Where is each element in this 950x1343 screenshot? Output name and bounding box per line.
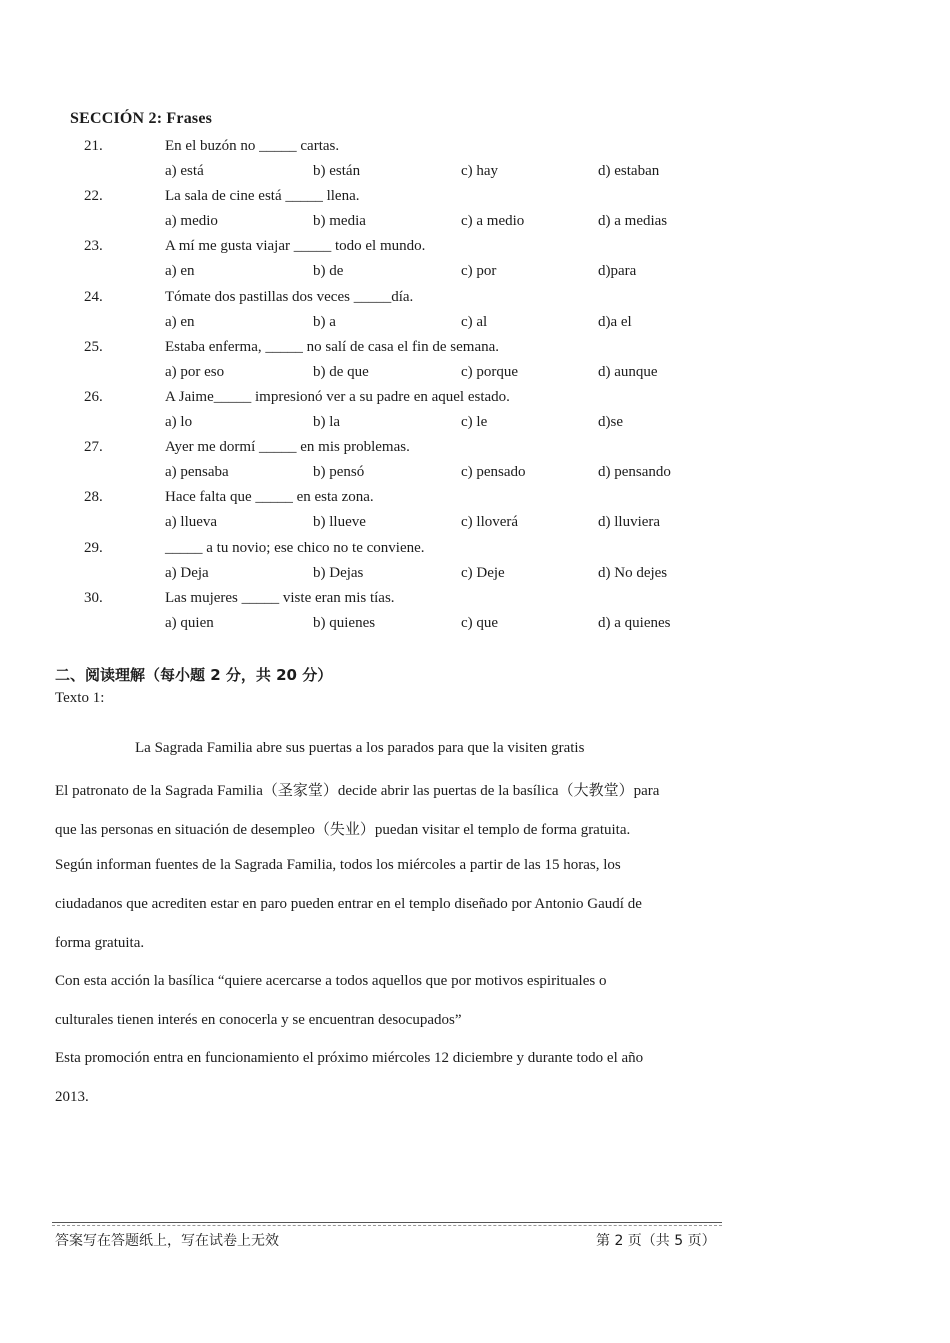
option-a: a) está	[165, 163, 204, 179]
article-line: Esta promoción entra en funcionamiento el próximo miércoles 12 diciembre y durante todo el año	[55, 1050, 644, 1066]
option-c: c) a medio	[461, 213, 525, 230]
question-number: 30.	[84, 589, 103, 606]
option-d: d) estaban	[598, 163, 660, 179]
option-c: c) por	[461, 263, 497, 280]
section-title: SECCIÓN 2: Frases	[70, 110, 213, 127]
question-stem: Las mujeres _____ viste eran mis tías.	[165, 589, 395, 606]
option-b: b) llueve	[313, 514, 366, 531]
question-stem: Ayer me dormí _____ en mis problemas.	[165, 439, 410, 456]
article-line: Con esta acción la basílica “quiere acercarse a todos aquellos que por motivos espirituales o	[55, 973, 607, 989]
question-number: 23.	[84, 238, 103, 255]
option-a: a) lo	[165, 413, 193, 430]
option-b: b) media	[313, 213, 366, 230]
footer-divider-dashed	[52, 1225, 722, 1226]
question-item	[0, 385, 950, 435]
option-b: b) de que	[313, 363, 369, 380]
question-item	[0, 184, 950, 234]
question-number: 22.	[84, 188, 103, 205]
option-a: a) pensaba	[165, 464, 229, 481]
option-d: d)se	[598, 413, 623, 430]
question-stem: A Jaime_____ impresionó ver a su padre en aquel estado.	[165, 388, 510, 405]
option-a: a) por eso	[165, 363, 225, 380]
option-d: d) a medias	[598, 213, 668, 230]
question-number: 27.	[84, 439, 103, 456]
option-c: c) Deje	[461, 564, 505, 581]
option-c: c) que	[461, 614, 499, 631]
article-line: 2013.	[55, 1089, 89, 1105]
option-b: b) pensó	[313, 464, 365, 481]
option-c: c) lloverá	[461, 514, 519, 531]
question-number: 29.	[84, 539, 103, 556]
article-line: que las personas en situación de desempleo（失业）puedan visitar el templo de forma gratuita.	[55, 822, 631, 838]
question-number: 25.	[84, 338, 103, 355]
question-stem: En el buzón no _____ cartas.	[165, 138, 340, 154]
option-d: d) lluviera	[598, 514, 661, 531]
option-a: a) llueva	[165, 514, 218, 531]
question-stem: La sala de cine está _____ llena.	[165, 188, 360, 205]
option-a: a) Deja	[165, 564, 209, 581]
option-c: c) porque	[461, 363, 519, 380]
question-number: 21.	[84, 138, 103, 154]
reading-part-title: 二、阅读理解（每小题 2 分，共 20 分）	[55, 666, 333, 684]
option-b: b) Dejas	[313, 564, 364, 581]
option-a: a) en	[165, 263, 195, 280]
option-c: c) le	[461, 413, 488, 430]
footer-divider	[52, 1222, 722, 1223]
article-line: Según informan fuentes de la Sagrada Familia, todos los miércoles a partir de las 15 horas, los	[55, 857, 621, 873]
article-line: ciudadanos que acrediten estar en paro pueden entrar en el templo diseñado por Antonio Gaudí de	[55, 896, 642, 912]
option-b: b) la	[313, 413, 341, 430]
option-c: c) al	[461, 313, 488, 330]
option-c: c) hay	[461, 163, 499, 179]
option-a: a) medio	[165, 213, 218, 230]
question-number: 26.	[84, 388, 103, 405]
option-b: b) a	[313, 313, 336, 330]
article-line: culturales tienen interés en conocerla y se encuentran desocupados”	[55, 1012, 462, 1028]
option-d: d)para	[598, 263, 637, 280]
question-stem: _____ a tu novio; ese chico no te conviene.	[165, 539, 425, 556]
question-item	[0, 234, 950, 284]
question-item	[0, 285, 950, 335]
option-d: d) a quienes	[598, 614, 671, 631]
option-d: d) aunque	[598, 363, 658, 380]
question-number: 28.	[84, 489, 103, 506]
option-a: a) en	[165, 313, 195, 330]
question-item	[0, 586, 950, 636]
page-number: 第 2 页（共 5 页）	[596, 1233, 716, 1249]
texto-label: Texto 1:	[55, 690, 105, 706]
article-headline: La Sagrada Familia abre sus puertas a los parados para que la visiten gratis	[135, 740, 585, 756]
option-b: b) de	[313, 263, 344, 280]
question-item	[0, 435, 950, 485]
article-line: forma gratuita.	[55, 935, 145, 951]
option-d: d)a el	[598, 313, 632, 330]
footer-note: 答案写在答题纸上，写在试卷上无效	[55, 1233, 279, 1249]
option-a: a) quien	[165, 614, 214, 631]
question-stem: Tómate dos pastillas dos veces _____día.	[165, 288, 414, 305]
question-item	[0, 335, 950, 385]
option-b: b) están	[313, 163, 361, 179]
option-d: d) pensando	[598, 464, 671, 481]
question-stem: A mí me gusta viajar _____ todo el mundo.	[165, 238, 426, 255]
question-item	[0, 485, 950, 535]
option-b: b) quienes	[313, 614, 376, 631]
question-item	[0, 536, 950, 586]
question-number: 24.	[84, 288, 103, 305]
question-item	[0, 134, 950, 184]
question-stem: Hace falta que _____ en esta zona.	[165, 489, 374, 506]
article-line: El patronato de la Sagrada Familia（圣家堂）decide abrir las puertas de la basílica（大教堂）para	[55, 783, 660, 799]
question-stem: Estaba enferma, _____ no salí de casa el fin de semana.	[165, 338, 500, 355]
option-c: c) pensado	[461, 464, 526, 481]
option-d: d) No dejes	[598, 564, 668, 581]
question-list	[0, 134, 950, 636]
